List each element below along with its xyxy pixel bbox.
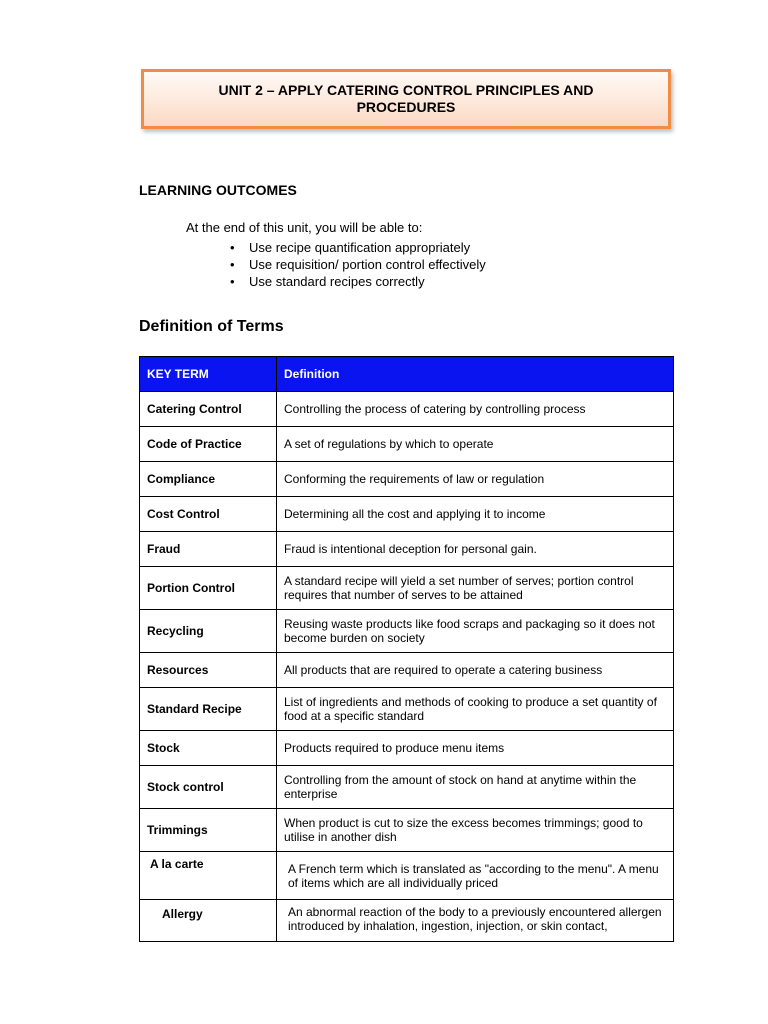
term-cell: Resources — [140, 653, 277, 688]
table-row — [140, 497, 674, 532]
definition-cell: A French term which is translated as "according to the menu". A menu of items which are all individually priced — [277, 852, 674, 900]
table-row — [140, 462, 674, 497]
table-header-row — [140, 357, 674, 392]
definition-cell: A set of regulations by which to operate — [277, 427, 674, 462]
table-row — [140, 688, 674, 731]
term-cell: Allergy — [140, 900, 277, 942]
definition-cell: Fraud is intentional deception for personal gain. — [277, 532, 674, 567]
learning-outcomes-heading: LEARNING OUTCOMES — [139, 182, 297, 198]
learning-outcomes-intro: At the end of this unit, you will be able to: — [186, 220, 423, 235]
outcome-item — [230, 256, 486, 273]
table-row — [140, 653, 674, 688]
table-row — [140, 731, 674, 766]
term-cell: Cost Control — [140, 497, 277, 532]
term-cell: Trimmings — [140, 809, 277, 852]
table-row — [140, 809, 674, 852]
definition-cell: All products that are required to operate a catering business — [277, 653, 674, 688]
table-row — [140, 900, 674, 942]
table-row — [140, 567, 674, 610]
bullet-icon: • — [230, 257, 235, 272]
learning-outcomes-list — [230, 239, 486, 290]
table-row — [140, 610, 674, 653]
definition-cell: An abnormal reaction of the body to a previously encountered allergen introduced by inhalation, ingestion, injection, or skin contact, — [277, 900, 674, 942]
table-row — [140, 766, 674, 809]
term-cell: Catering Control — [140, 392, 277, 427]
column-header-definition: Definition — [277, 357, 674, 392]
outcome-text: Use standard recipes correctly — [249, 274, 425, 289]
definition-cell: Products required to produce menu items — [277, 731, 674, 766]
term-cell: A la carte — [140, 852, 277, 900]
unit-title: UNIT 2 – APPLY CATERING CONTROL PRINCIPLES AND PROCEDURES — [218, 82, 594, 115]
table-row — [140, 392, 674, 427]
term-cell: Compliance — [140, 462, 277, 497]
definition-cell: Conforming the requirements of law or regulation — [277, 462, 674, 497]
definition-cell: When product is cut to size the excess becomes trimmings; good to utilise in another dish — [277, 809, 674, 852]
term-cell: Stock control — [140, 766, 277, 809]
term-cell: Standard Recipe — [140, 688, 277, 731]
unit-title-box — [141, 69, 671, 129]
definition-cell: Controlling from the amount of stock on hand at anytime within the enterprise — [277, 766, 674, 809]
definition-cell: Reusing waste products like food scraps and packaging so it does not become burden on society — [277, 610, 674, 653]
definition-table — [139, 356, 674, 942]
table-row — [140, 532, 674, 567]
definition-of-terms-heading: Definition of Terms — [139, 318, 284, 335]
outcome-item — [230, 273, 486, 290]
table-row — [140, 852, 674, 900]
outcome-item — [230, 239, 486, 256]
outcome-text: Use recipe quantification appropriately — [249, 240, 471, 255]
bullet-icon: • — [230, 274, 235, 289]
outcome-text: Use requisition/ portion control effectively — [249, 257, 486, 272]
table-row — [140, 427, 674, 462]
term-cell: Portion Control — [140, 567, 277, 610]
term-cell: Stock — [140, 731, 277, 766]
definition-cell: Determining all the cost and applying it to income — [277, 497, 674, 532]
term-cell: Fraud — [140, 532, 277, 567]
definition-cell: A standard recipe will yield a set number of serves; portion control requires that number of serves to be attained — [277, 567, 674, 610]
term-cell: Recycling — [140, 610, 277, 653]
definition-cell: List of ingredients and methods of cooking to produce a set quantity of food at a specific standard — [277, 688, 674, 731]
column-header-key-term: KEY TERM — [140, 357, 277, 392]
term-cell: Code of Practice — [140, 427, 277, 462]
bullet-icon: • — [230, 240, 235, 255]
definition-cell: Controlling the process of catering by controlling process — [277, 392, 674, 427]
